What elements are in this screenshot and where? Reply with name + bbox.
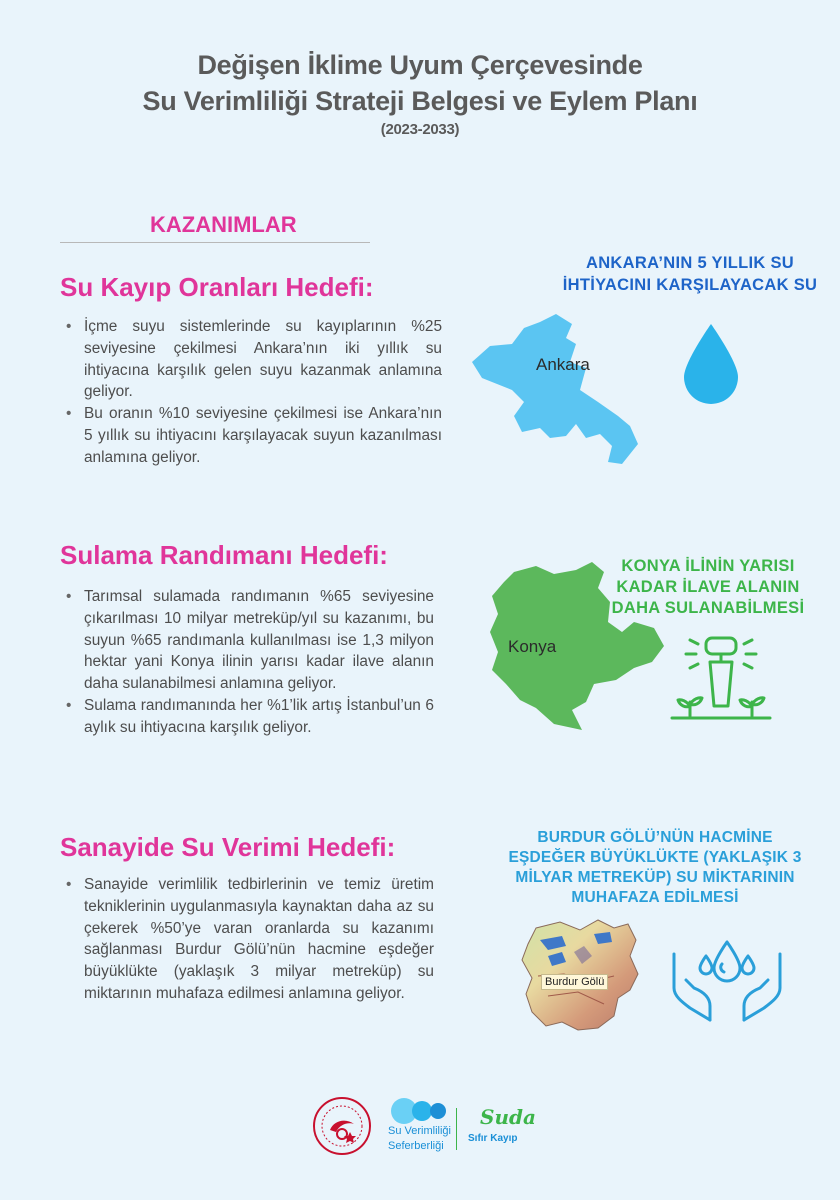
footer-suda-text: Suda	[480, 1105, 536, 1129]
section-title-irrigation: Sulama Randımanı Hedefi:	[60, 540, 388, 570]
section-bullets-industry	[62, 874, 434, 1005]
footer-logo-text-line2: Seferberliği	[388, 1140, 444, 1152]
konya-caption: KONYA İLİNİN YARISI KADAR İLAVE ALANIN DAHA SULANABİLMESİ	[611, 557, 805, 617]
footer-sifir-kayip-text: Sıfır Kayıp	[468, 1133, 518, 1144]
ankara-map	[468, 298, 668, 470]
list-item: • Sulama randımanında her %1’lik artış İstanbul’un 6 aylık su ihtiyacına karşılık geliyor.	[66, 696, 434, 736]
ankara-caption: ANKARA’NIN 5 YILLIK SU İHTİYACINI KARŞILAYACAK SU	[562, 254, 818, 294]
ankara-map-label: Ankara	[536, 355, 590, 374]
su-verimliligi-logo-icon	[386, 1096, 456, 1126]
list-item: • İçme suyu sistemlerinde su kayıplarının %25 seviyesine çekilmesi Ankara’nın iki yıllık su ihtiyacına karşılık gelen suyu kazanmak anlamına geliyor.	[66, 318, 442, 401]
title-years: (2023-2033)	[380, 121, 460, 138]
water-drop-icon	[680, 322, 742, 406]
heading-divider	[60, 242, 370, 243]
footer-divider	[456, 1108, 457, 1150]
section-title-industry: Sanayide Su Verimi Hedefi:	[60, 832, 396, 862]
section-bullets-water-loss	[62, 316, 442, 469]
footer-logo-text-line1: Su Verimliliği	[388, 1125, 451, 1137]
section-bullets-irrigation	[62, 586, 434, 739]
konya-map-label: Konya	[508, 637, 557, 656]
hands-water-icon	[664, 932, 790, 1028]
list-item: • Sanayide verimlilik tedbirlerinin ve temiz üretim tekniklerinin uygulanmasıyla kaynaktan daha az su çekerek %50’ye varan oranlarda su kazanımı sağlanması Burdur Gölü’nün hacmine eşdeğer büyüklükte (yaklaşık 3 milyar metreküp) su miktarının muhafaza edilmesi anlamına geliyor.	[66, 876, 434, 1002]
title-line-2: Su Verimliliği Strateji Belgesi ve Eylem Planı	[142, 86, 698, 116]
burdur-map-label: Burdur Gölü	[541, 974, 608, 990]
kazanimlar-heading: KAZANIMLAR	[150, 212, 297, 237]
section-title-water-loss: Su Kayıp Oranları Hedefi:	[60, 272, 374, 302]
burdur-caption: BURDUR GÖLÜ’NÜN HACMİNE EŞDEĞER BÜYÜKLÜKTE (YAKLAŞIK 3 MİLYAR METREKÜP) SU MİKTARININ MUHAFAZA EDİLMESİ	[508, 829, 802, 906]
ministry-seal-logo	[312, 1096, 372, 1156]
sprinkler-icon	[668, 628, 774, 724]
list-item: • Tarımsal sulamada randımanın %65 seviyesine çıkarılması 10 milyar metreküp/yıl su kazanımı, bu suyun %65 randımanla kullanılması ise 1,3 milyon hektar yani Konya ilinin yarısı kadar ilave alanın daha sulanabilmesi anlamına geliyor.	[66, 588, 434, 693]
list-item: • Bu oranın %10 seviyesine çekilmesi ise Ankara’nın 5 yıllık su ihtiyacını karşılayacak suyun kazanılması anlamına geliyor.	[66, 405, 442, 466]
title-line-1: Değişen İklime Uyum Çerçevesinde	[197, 50, 643, 80]
